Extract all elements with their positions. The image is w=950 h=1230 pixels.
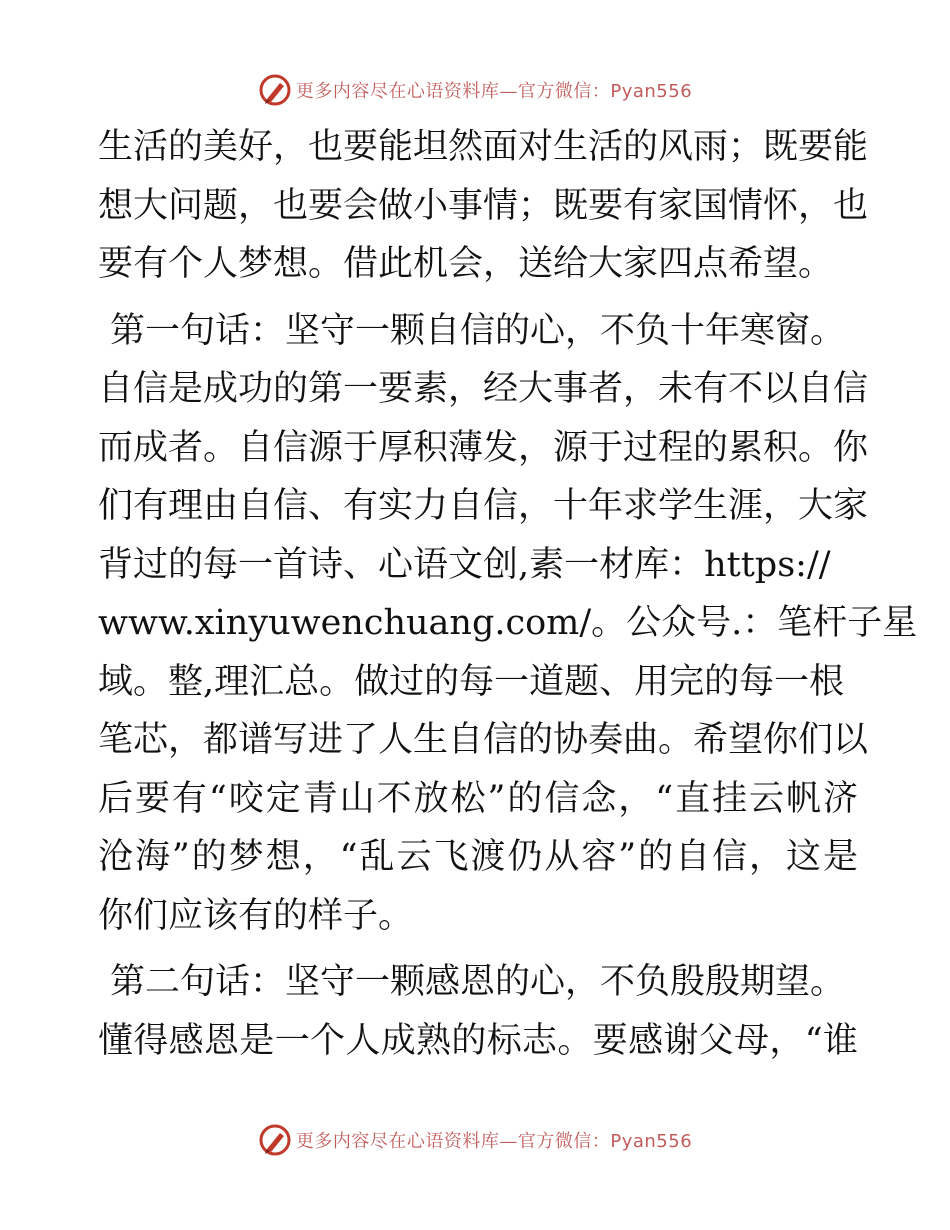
banner-separator: — xyxy=(499,81,518,102)
section-heading: 第二句话：坚守一颗感恩的心，不负殷殷期望。 xyxy=(110,962,846,1002)
paragraph-line: 沧海”的梦想，“乱云飞渡仍从容”的自信，这是 xyxy=(98,837,858,877)
banner-title: 更多内容尽在心语资料库 xyxy=(295,1131,500,1152)
banner-wechat-label: 官方微信： xyxy=(517,81,611,102)
document-body xyxy=(98,118,918,1070)
banner-text xyxy=(296,77,692,103)
paragraph-gap xyxy=(98,945,858,953)
paragraph-line: 自信是成功的第一要素，经大事者，未有不以自信 xyxy=(98,369,869,409)
banner-separator: — xyxy=(499,1131,518,1152)
pen-logo-icon xyxy=(258,73,292,107)
paragraph-line: 背过的每一首诗、心语文创,素一材库：https:// xyxy=(98,544,831,585)
banner-title: 更多内容尽在心语资料库 xyxy=(295,81,500,102)
banner-wechat-id: Pyan556 xyxy=(610,1131,693,1152)
paragraph-gap xyxy=(98,294,858,302)
paragraph-line: 想大问题，也要会做小事情；既要有家国情怀，也 xyxy=(98,185,869,226)
paragraph-line: www.xinyuwenchuang.com/。公众号.：笔杆子星 xyxy=(98,603,918,643)
paragraph-line: 后要有“咬定青山不放松”的信念，“直挂云帆济 xyxy=(98,778,858,819)
section-heading: 第一句话：坚守一颗自信的心，不负十年寒窗。 xyxy=(110,310,846,351)
paragraph-line: 要有个人梦想。借此机会，送给大家四点希望。 xyxy=(98,244,834,284)
banner-wechat-id: Pyan556 xyxy=(610,81,693,102)
banner-wechat-label: 官方微信： xyxy=(517,1131,611,1152)
pen-logo-icon xyxy=(258,1123,292,1157)
paragraph-line: 而成者。自信源于厚积薄发，源于过程的累积。你 xyxy=(98,427,869,468)
header-banner xyxy=(0,70,950,110)
paragraph-line: 笔芯，都谱写进了人生自信的协奏曲。希望你们以 xyxy=(98,720,869,760)
footer-banner xyxy=(0,1120,950,1160)
banner-text xyxy=(296,1127,692,1153)
paragraph-line: 们有理由自信、有实力自信，十年求学生涯，大家 xyxy=(98,486,869,526)
paragraph-line: 域。整,理汇总。做过的每一道题、用完的每一根 xyxy=(98,661,845,702)
paragraph-line: 懂得感恩是一个人成熟的标志。要感谢父母，“谁 xyxy=(98,1020,858,1061)
paragraph-line: 生活的美好，也要能坦然面对生活的风雨；既要能 xyxy=(98,127,869,167)
paragraph-line: 你们应该有的样子。 xyxy=(98,895,414,936)
